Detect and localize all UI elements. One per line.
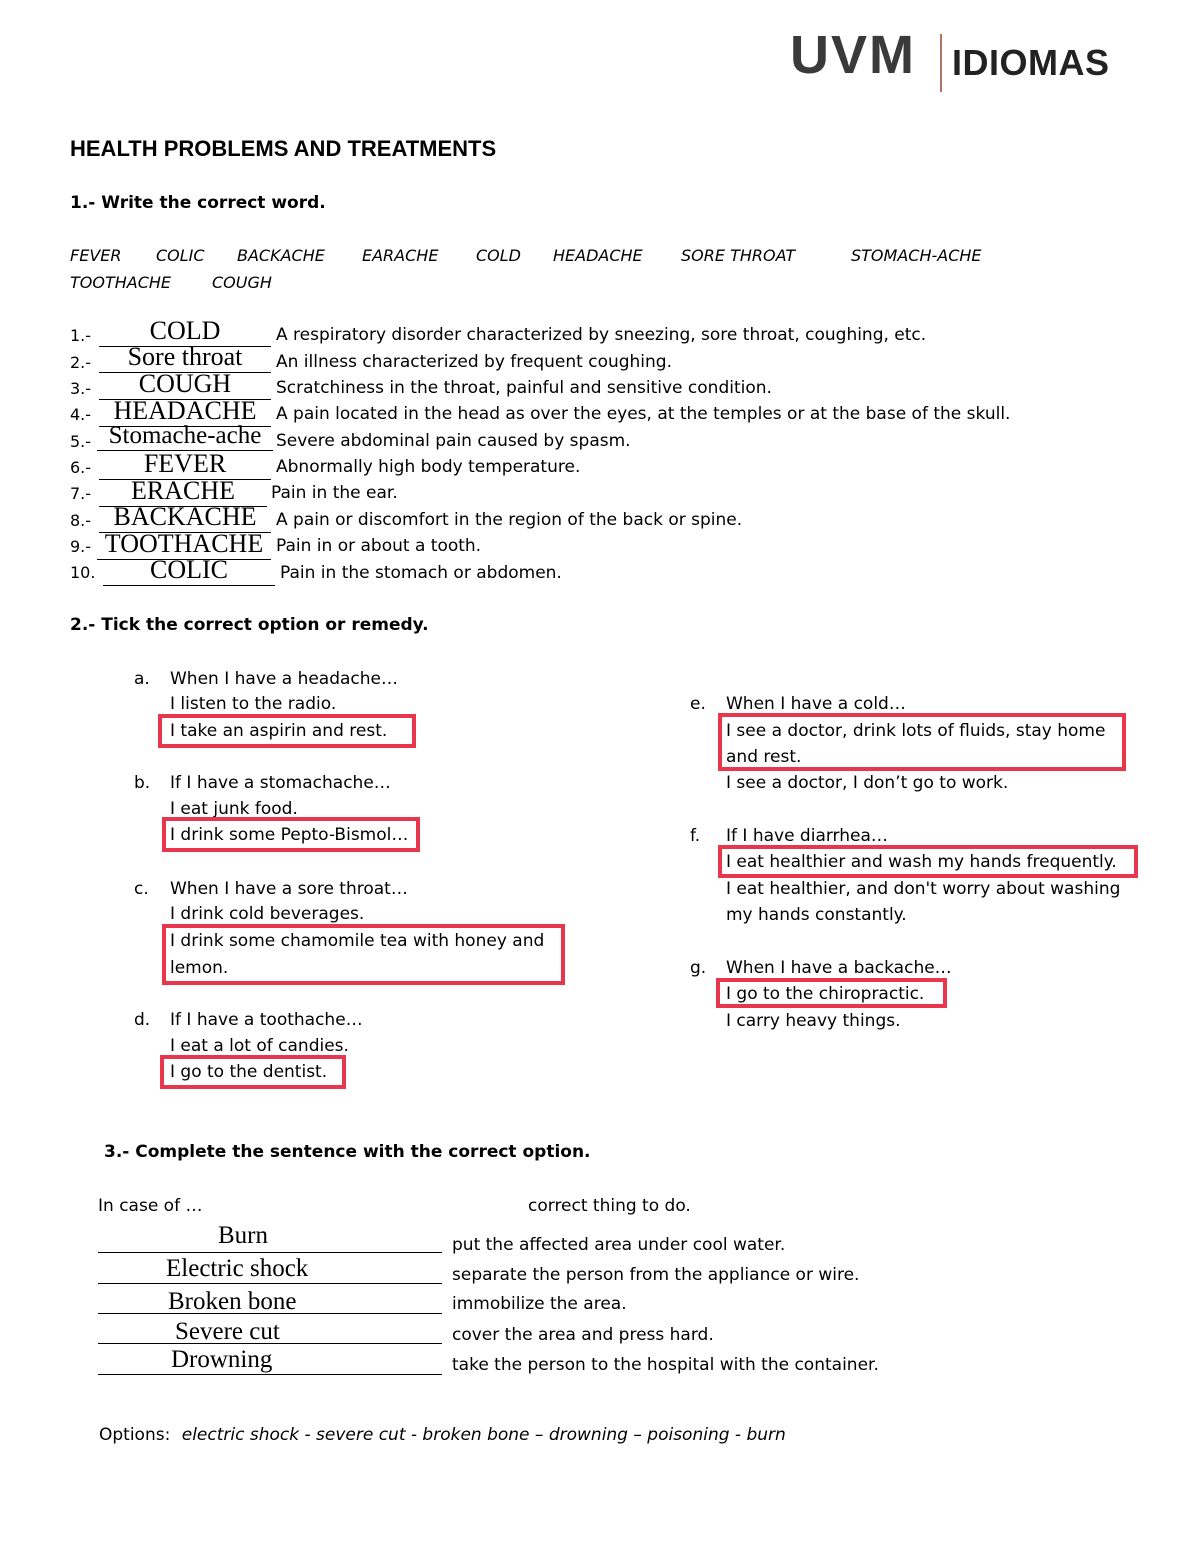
option[interactable]: I see a doctor, I don’t go to work. (726, 773, 1009, 793)
answer-field[interactable]: HEADACHE (99, 396, 271, 427)
answer-field[interactable]: Drowning (171, 1346, 273, 1373)
answer-underline (98, 1252, 442, 1253)
definition: Pain in or about a tooth. (276, 536, 482, 556)
action-text: take the person to the hospital with the container. (452, 1355, 879, 1375)
options-list: electric shock - severe cut - broken bone – drowning – poisoning - burn (181, 1425, 786, 1445)
logo-divider (940, 34, 942, 92)
word-stomach-ache: STOMACH-ACHE (851, 246, 982, 265)
option-selected[interactable]: I drink some Pepto-Bismol… (170, 825, 409, 845)
answer-field[interactable]: COLD (99, 316, 271, 347)
column-header-right: correct thing to do. (528, 1196, 691, 1216)
word-earache: EARACHE (362, 246, 439, 265)
option-selected[interactable]: I go to the chiropractic. (726, 984, 925, 1004)
question-prompt: When I have a sore throat… (170, 879, 408, 899)
definition: Abnormally high body temperature. (276, 457, 581, 477)
word-headache: HEADACHE (553, 246, 643, 265)
section2-heading: 2.- Tick the correct option or remedy. (70, 615, 429, 635)
option[interactable]: I drink cold beverages. (170, 904, 365, 924)
answer-field[interactable]: Sore throat (99, 342, 271, 373)
answer-underline (98, 1313, 442, 1314)
word-cold: COLD (476, 246, 521, 265)
question-prompt: If I have diarrhea… (726, 826, 888, 846)
word-sore-throat: SORE THROAT (681, 246, 796, 265)
item-number: 10. (70, 563, 96, 582)
item-letter: f. (690, 826, 701, 846)
option[interactable]: I eat junk food. (170, 799, 298, 819)
item-number: 9.- (70, 537, 92, 556)
word-backache: BACKACHE (237, 246, 325, 265)
question-prompt: When I have a backache… (726, 958, 952, 978)
action-text: put the affected area under cool water. (452, 1235, 786, 1255)
action-text: cover the area and press hard. (452, 1325, 714, 1345)
definition: An illness characterized by frequent coughing. (276, 352, 672, 372)
item-number: 7.- (70, 484, 92, 503)
selection-box (158, 714, 416, 748)
section3-heading: 3.- Complete the sentence with the correct option. (104, 1142, 591, 1162)
option[interactable]: I carry heavy things. (726, 1011, 901, 1031)
selection-box (162, 817, 420, 852)
word-colic: COLIC (156, 246, 205, 265)
item-letter: e. (690, 694, 706, 714)
item-letter: c. (134, 879, 149, 899)
options-label: Options: (99, 1425, 171, 1445)
page-title: HEALTH PROBLEMS AND TREATMENTS (70, 136, 497, 161)
word-toothache: TOOTHACHE (70, 273, 172, 292)
definition: Severe abdominal pain caused by spasm. (276, 431, 631, 451)
item-number: 5.- (70, 432, 92, 451)
options-line (99, 1425, 786, 1445)
definition: Pain in the ear. (271, 483, 398, 503)
answer-field[interactable]: Stomache-ache (97, 422, 273, 451)
answer-underline (98, 1374, 442, 1375)
item-letter: b. (134, 773, 151, 793)
answer-field[interactable]: COLIC (103, 555, 275, 586)
question-prompt: If I have a stomachache… (170, 773, 391, 793)
item-letter: d. (134, 1010, 151, 1030)
item-number: 8.- (70, 511, 92, 530)
word-cough: COUGH (212, 273, 272, 292)
answer-field[interactable]: ERACHE (99, 476, 267, 507)
option[interactable]: I eat a lot of candies. (170, 1036, 349, 1056)
answer-field[interactable]: COUGH (99, 369, 271, 400)
question-prompt: When I have a headache… (170, 669, 399, 689)
answer-underline (98, 1343, 442, 1344)
option-selected[interactable]: I take an aspirin and rest. (170, 721, 388, 741)
answer-field[interactable]: BACKACHE (99, 502, 271, 533)
action-text: immobilize the area. (452, 1294, 627, 1314)
definition: Scratchiness in the throat, painful and sensitive condition. (276, 378, 772, 398)
definition: A pain or discomfort in the region of the back or spine. (276, 510, 743, 530)
answer-field[interactable]: Burn (218, 1222, 268, 1249)
option-selected[interactable]: I eat healthier and wash my hands frequently. (726, 852, 1117, 872)
question-prompt: If I have a toothache… (170, 1010, 363, 1030)
option-selected[interactable]: I go to the dentist. (170, 1062, 328, 1082)
item-number: 2.- (70, 353, 92, 372)
definition: A pain located in the head as over the eyes, at the temples or at the base of the skull. (276, 404, 1011, 424)
answer-underline (98, 1283, 442, 1284)
item-number: 6.- (70, 458, 92, 477)
item-number: 1.- (70, 326, 92, 345)
selection-box (716, 978, 947, 1008)
question-prompt: When I have a cold… (726, 694, 906, 714)
logo-idiomas: IDIOMAS (952, 42, 1110, 83)
word-fever: FEVER (70, 246, 122, 265)
option-selected-cont[interactable]: lemon. (170, 958, 229, 978)
selection-box (718, 845, 1138, 878)
answer-field[interactable]: TOOTHACHE (97, 529, 271, 560)
definition: Pain in the stomach or abdomen. (280, 563, 562, 583)
item-number: 3.- (70, 379, 92, 398)
item-number: 4.- (70, 405, 92, 424)
item-letter: g. (690, 958, 707, 978)
section1-heading: 1.- Write the correct word. (70, 193, 326, 213)
selection-box (718, 713, 1126, 771)
option-selected-cont[interactable]: and rest. (726, 747, 802, 767)
answer-field[interactable]: FEVER (99, 449, 271, 480)
answer-field[interactable]: Severe cut (175, 1318, 280, 1345)
selection-box (160, 1055, 346, 1089)
selection-box (162, 924, 565, 985)
answer-field[interactable]: Electric shock (166, 1255, 309, 1282)
answer-field[interactable]: Broken bone (168, 1288, 297, 1315)
definition: A respiratory disorder characterized by sneezing, sore throat, coughing, etc. (276, 325, 927, 345)
column-header-left: In case of … (98, 1196, 203, 1216)
option-cont[interactable]: my hands constantly. (726, 905, 907, 925)
item-letter: a. (134, 669, 150, 689)
logo-uvm: UVM (790, 25, 916, 85)
option-selected[interactable]: I drink some chamomile tea with honey and (170, 931, 545, 951)
option[interactable]: I eat healthier, and don't worry about washing (726, 879, 1121, 899)
option-selected[interactable]: I see a doctor, drink lots of fluids, stay home (726, 721, 1106, 741)
option[interactable]: I listen to the radio. (170, 694, 337, 714)
action-text: separate the person from the appliance or wire. (452, 1265, 860, 1285)
